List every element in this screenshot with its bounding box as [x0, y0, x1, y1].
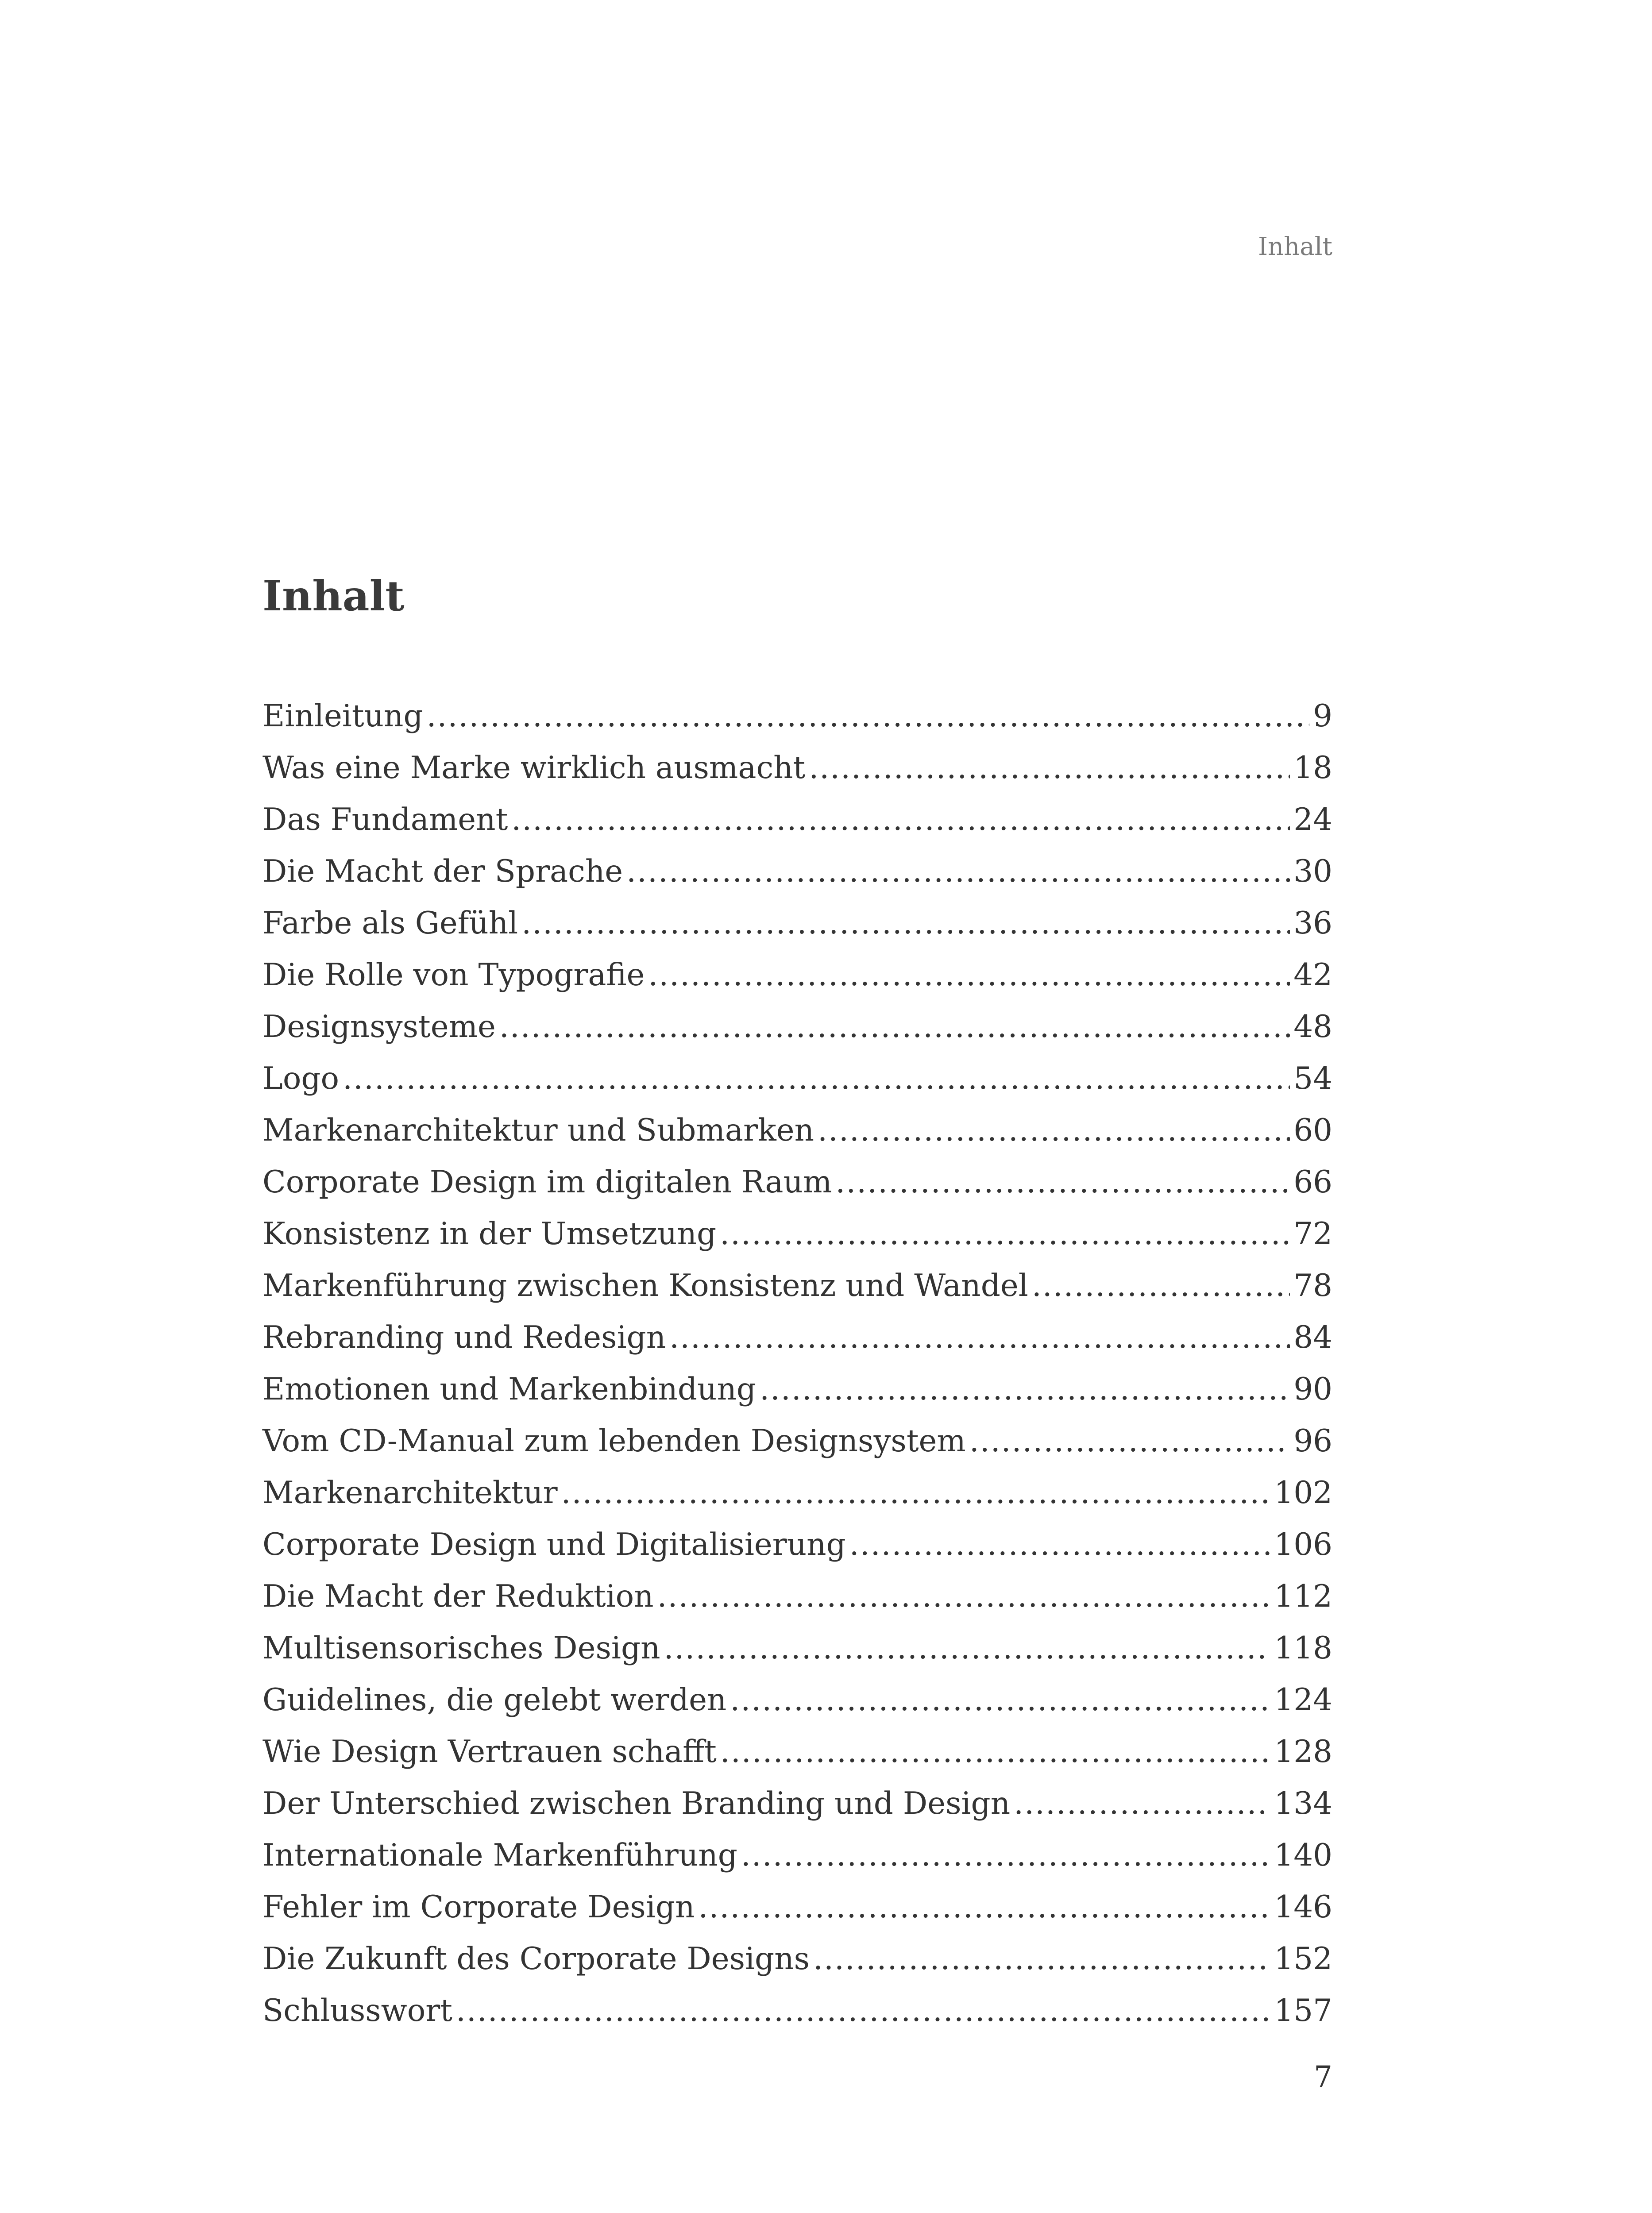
- toc-entry-page: 112: [1274, 1579, 1332, 1614]
- toc-entry-page: 124: [1274, 1682, 1332, 1718]
- toc-dot-leader: [813, 1933, 1270, 1985]
- toc-entry-page: 18: [1293, 750, 1332, 786]
- toc-dot-leader: [699, 1881, 1271, 1933]
- toc-entry-title: Schlusswort: [262, 1993, 452, 2028]
- toc-entry-title: Was eine Marke wirklich ausmacht: [262, 750, 806, 786]
- toc-dot-leader: [511, 794, 1290, 846]
- toc-entry-page: 60: [1293, 1113, 1332, 1148]
- toc-entry: [262, 1519, 1332, 1571]
- toc-dot-leader: [664, 1623, 1271, 1674]
- toc-entry-title: Emotionen und Markenbindung: [262, 1372, 757, 1407]
- toc-dot-leader: [835, 1157, 1290, 1208]
- toc-dot-leader: [343, 1053, 1290, 1105]
- toc-entry-title: Die Rolle von Typografie: [262, 957, 645, 993]
- toc-entry-title: Vom CD-Manual zum lebenden Designsystem: [262, 1423, 966, 1459]
- toc-entry: [262, 1674, 1332, 1726]
- toc-entry-title: Die Zukunft des Corporate Designs: [262, 1941, 810, 1977]
- toc-entry: [262, 1571, 1332, 1623]
- toc-dot-leader: [818, 1105, 1290, 1157]
- toc-entry-page: 90: [1293, 1372, 1332, 1407]
- toc-entry-title: Die Macht der Sprache: [262, 854, 623, 889]
- toc-entry: [262, 1001, 1332, 1053]
- toc-dot-leader: [657, 1571, 1271, 1623]
- toc-entry-page: 157: [1274, 1993, 1332, 2028]
- toc-entry: [262, 1830, 1332, 1881]
- toc-entry-title: Guidelines, die gelebt werden: [262, 1682, 727, 1718]
- toc-entry-title: Markenarchitektur und Submarken: [262, 1113, 814, 1148]
- toc-entry: [262, 1985, 1332, 2037]
- toc-entry-page: 134: [1274, 1786, 1332, 1821]
- toc-entry: [262, 742, 1332, 794]
- toc-entry-title: Rebranding und Redesign: [262, 1320, 666, 1355]
- toc-dot-leader: [669, 1312, 1290, 1364]
- toc-dot-leader: [730, 1674, 1270, 1726]
- toc-entry-title: Die Macht der Reduktion: [262, 1579, 654, 1614]
- toc-entry: [262, 794, 1332, 846]
- toc-dot-leader: [626, 846, 1290, 898]
- toc-dot-leader: [648, 949, 1290, 1001]
- toc-dot-leader: [1032, 1260, 1290, 1312]
- toc-entry-title: Logo: [262, 1061, 340, 1096]
- toc-entry: [262, 1208, 1332, 1260]
- toc-entry: [262, 1364, 1332, 1415]
- toc-dot-leader: [849, 1519, 1271, 1571]
- toc-entry-page: 118: [1274, 1631, 1332, 1666]
- toc-entry-page: 140: [1274, 1838, 1332, 1873]
- toc-entry-page: 42: [1293, 957, 1332, 993]
- toc-entry-title: Markenarchitektur: [262, 1475, 558, 1511]
- toc-entry: [262, 1933, 1332, 1985]
- toc-dot-leader: [561, 1467, 1271, 1519]
- toc-dot-leader: [969, 1415, 1290, 1467]
- page-title: Inhalt: [262, 572, 405, 621]
- page-number: 7: [1314, 2060, 1332, 2094]
- toc-dot-leader: [456, 1985, 1270, 2037]
- toc-entry-page: 54: [1293, 1061, 1332, 1096]
- toc-dot-leader: [1014, 1778, 1270, 1830]
- toc-entry-page: 78: [1293, 1268, 1332, 1303]
- toc-dot-leader: [720, 1726, 1270, 1778]
- toc-entry: [262, 690, 1332, 742]
- toc-entry-page: 96: [1293, 1423, 1332, 1459]
- toc-entry-page: 36: [1293, 906, 1332, 941]
- toc-entry: [262, 1881, 1332, 1933]
- toc-entry-page: 24: [1293, 802, 1332, 837]
- toc-entry-page: 9: [1313, 698, 1332, 734]
- toc-entry-title: Einleitung: [262, 698, 423, 734]
- toc-entry-title: Designsysteme: [262, 1009, 496, 1045]
- toc-entry: [262, 1312, 1332, 1364]
- toc-entry-page: 48: [1293, 1009, 1332, 1045]
- toc-dot-leader: [760, 1364, 1290, 1415]
- toc-entry: [262, 1053, 1332, 1105]
- toc-entry-title: Fehler im Corporate Design: [262, 1889, 695, 1925]
- table-of-contents: [262, 690, 1332, 2037]
- toc-entry-page: 152: [1274, 1941, 1332, 1977]
- toc-entry-title: Internationale Markenführung: [262, 1838, 737, 1873]
- toc-entry: [262, 1623, 1332, 1674]
- toc-entry: [262, 1415, 1332, 1467]
- toc-entry-page: 30: [1293, 854, 1332, 889]
- toc-entry: [262, 1778, 1332, 1830]
- toc-entry: [262, 949, 1332, 1001]
- toc-entry-title: Das Fundament: [262, 802, 508, 837]
- toc-entry: [262, 1260, 1332, 1312]
- toc-entry-title: Wie Design Vertrauen schafft: [262, 1734, 717, 1770]
- toc-entry-title: Der Unterschied zwischen Branding und Design: [262, 1786, 1011, 1821]
- toc-entry: [262, 898, 1332, 949]
- toc-entry-title: Konsistenz in der Umsetzung: [262, 1216, 717, 1252]
- toc-entry-title: Multisensorisches Design: [262, 1631, 660, 1666]
- toc-entry: [262, 846, 1332, 898]
- toc-entry-page: 84: [1293, 1320, 1332, 1355]
- toc-entry-title: Farbe als Gefühl: [262, 906, 518, 941]
- toc-entry-page: 146: [1274, 1889, 1332, 1925]
- toc-dot-leader: [720, 1208, 1290, 1260]
- toc-entry-title: Corporate Design und Digitalisierung: [262, 1527, 846, 1562]
- toc-entry-title: Corporate Design im digitalen Raum: [262, 1164, 832, 1200]
- toc-dot-leader: [521, 898, 1290, 949]
- toc-entry-page: 106: [1274, 1527, 1332, 1562]
- toc-entry: [262, 1105, 1332, 1157]
- toc-entry-page: 102: [1274, 1475, 1332, 1511]
- toc-entry-page: 66: [1293, 1164, 1332, 1200]
- running-header: Inhalt: [1258, 232, 1332, 261]
- toc-dot-leader: [809, 742, 1290, 794]
- toc-dot-leader: [499, 1001, 1290, 1053]
- toc-dot-leader: [427, 690, 1309, 742]
- toc-dot-leader: [741, 1830, 1270, 1881]
- toc-entry-title: Markenführung zwischen Konsistenz und Wandel: [262, 1268, 1028, 1303]
- toc-entry-page: 128: [1274, 1734, 1332, 1770]
- toc-entry-page: 72: [1293, 1216, 1332, 1252]
- toc-entry: [262, 1157, 1332, 1208]
- toc-entry: [262, 1726, 1332, 1778]
- toc-entry: [262, 1467, 1332, 1519]
